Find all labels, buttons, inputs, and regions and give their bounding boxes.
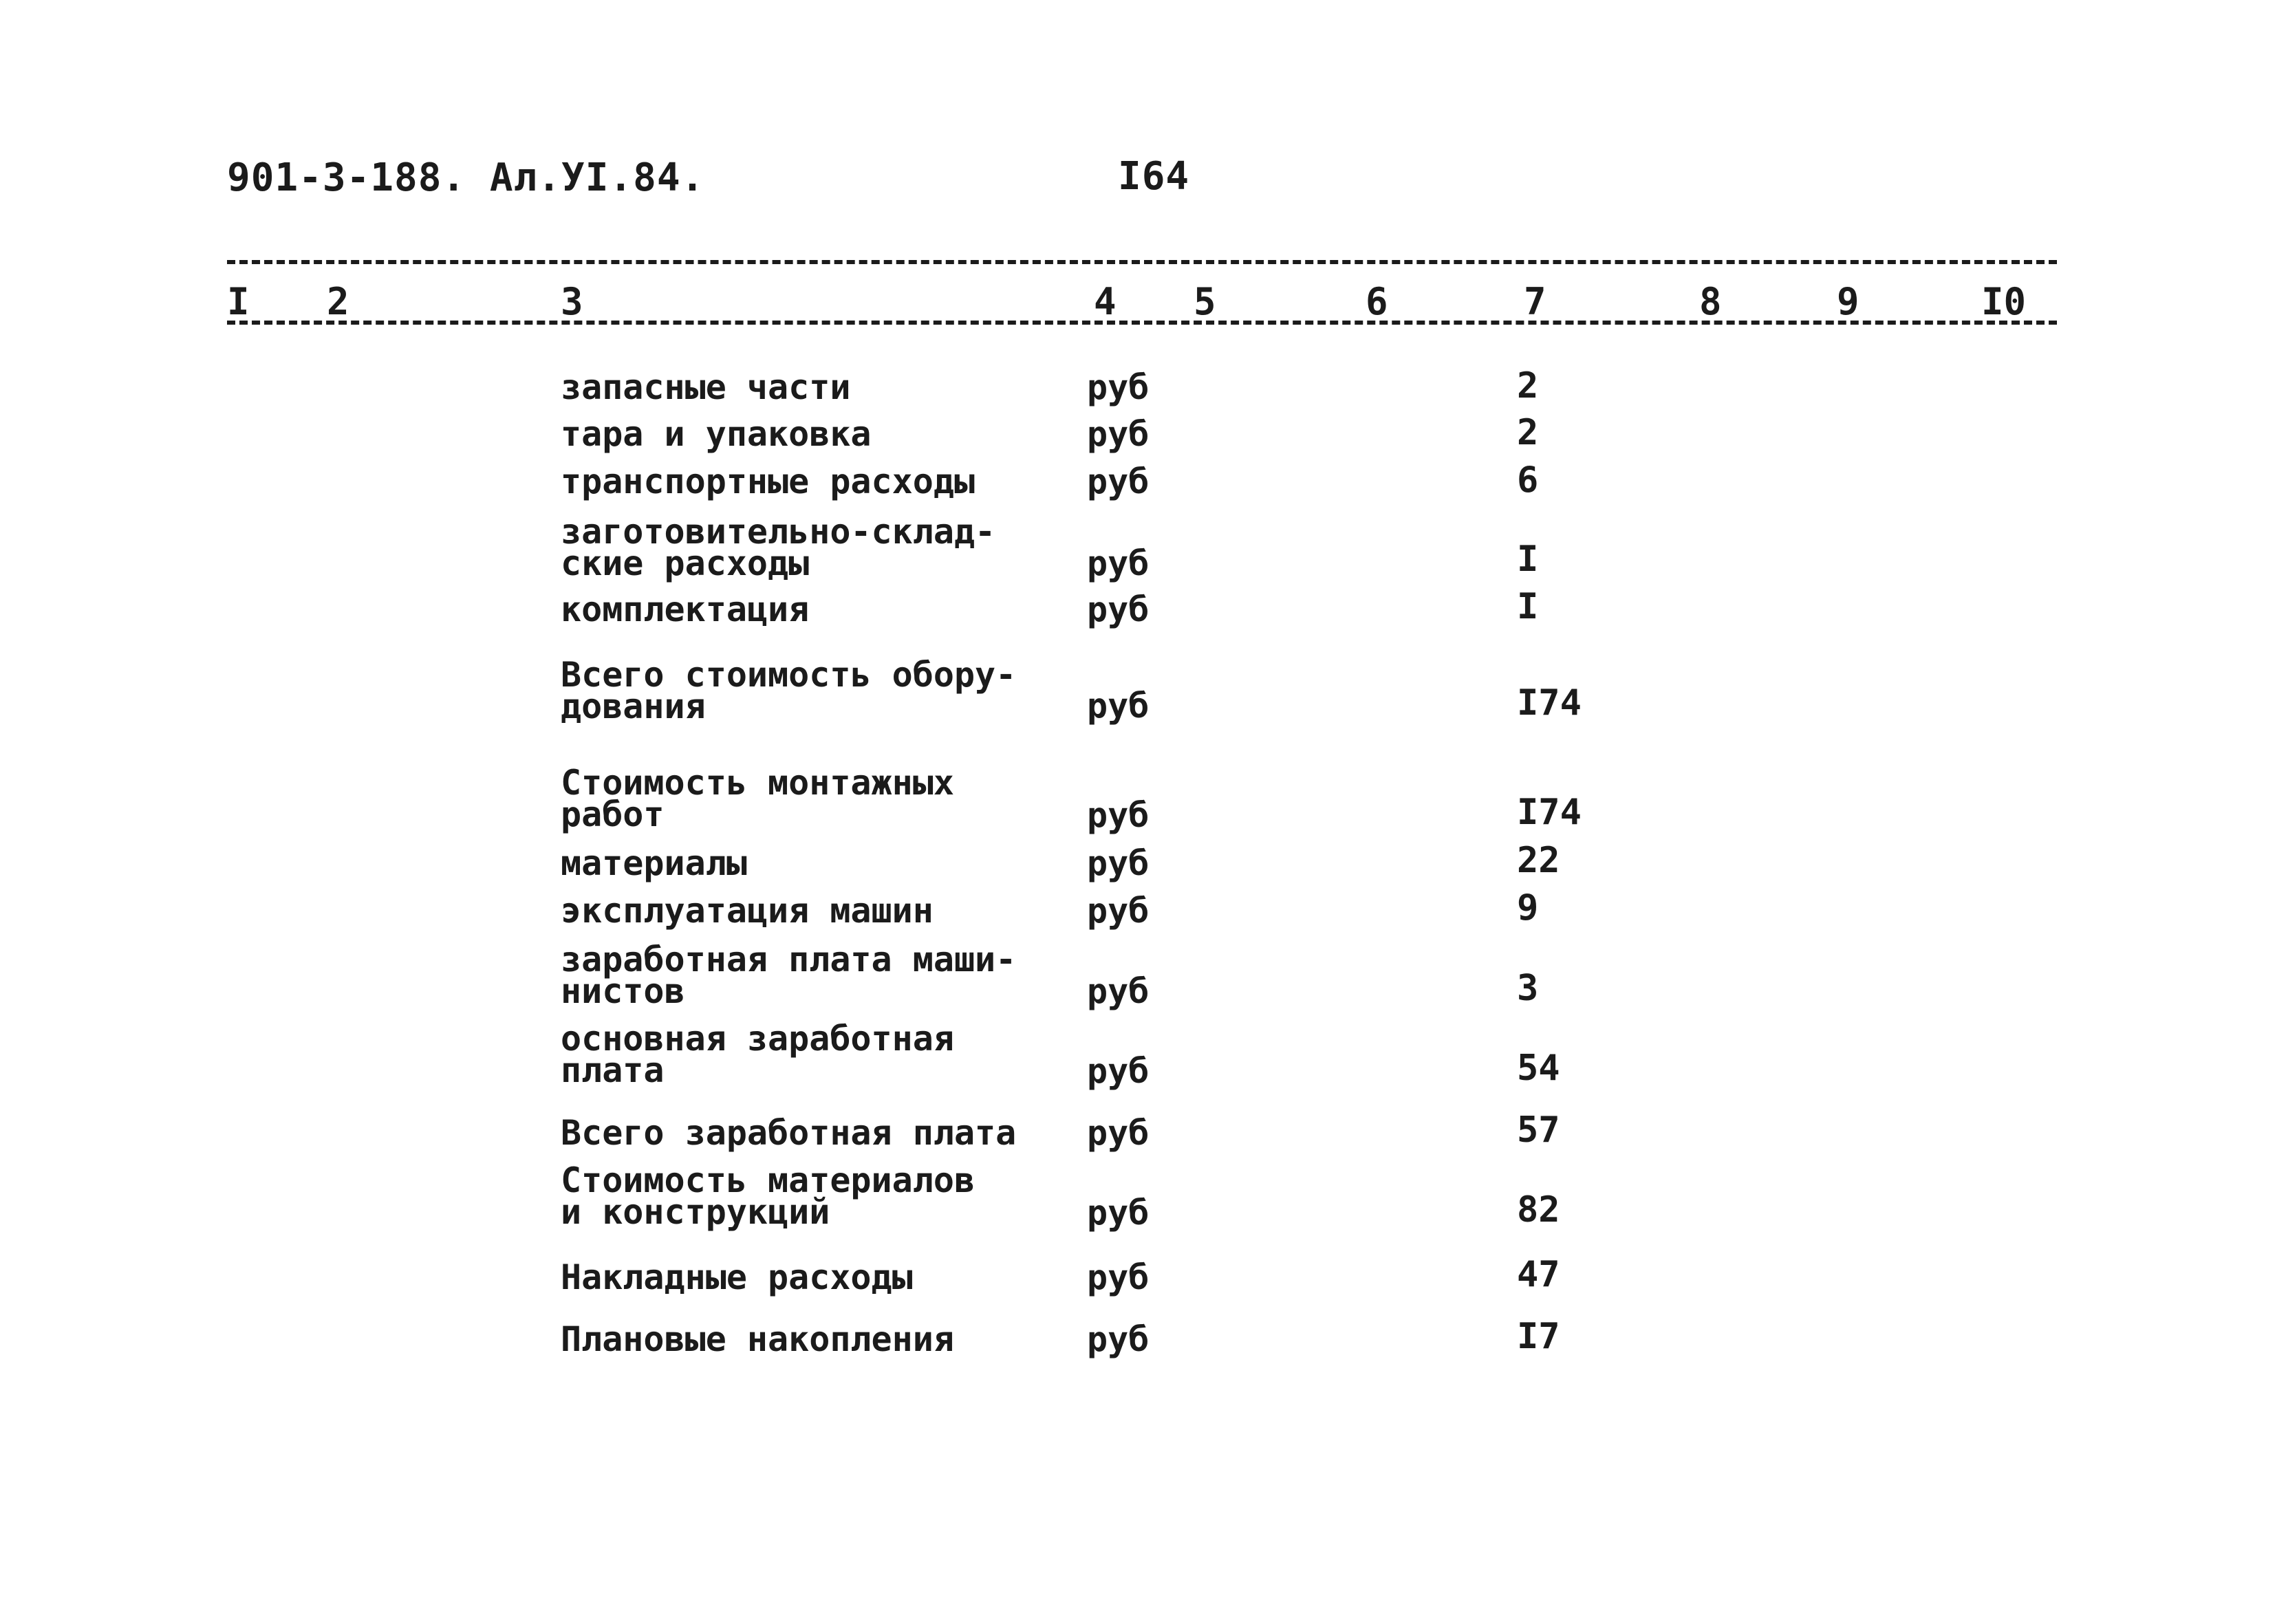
table-row-item: Всего стоимость обору- дования — [561, 655, 1017, 726]
table-row-unit: руб — [1087, 971, 1150, 1011]
table-row-unit: руб — [1087, 462, 1150, 501]
table-row-value: I — [1517, 539, 1539, 580]
table-row-value: I — [1517, 586, 1539, 627]
table-row-value: 57 — [1517, 1109, 1560, 1151]
table-row-value: I74 — [1517, 682, 1582, 724]
page-number: I64 — [1118, 154, 1190, 199]
table-row-item: комплектация — [561, 589, 810, 629]
table-row-unit: руб — [1087, 891, 1150, 931]
table-row-item: Плановые накопления — [561, 1319, 954, 1359]
column-number-7: 7 — [1524, 280, 1546, 323]
table-row-item: Накладные расходы — [561, 1257, 913, 1297]
table-row-unit: руб — [1087, 1257, 1150, 1297]
table-row-unit: руб — [1087, 1051, 1150, 1091]
table-row-value: 3 — [1517, 968, 1539, 1009]
table-row-item: Стоимость монтажных работ — [561, 763, 954, 834]
table-row-unit: руб — [1087, 686, 1150, 726]
table-row-item: эксплуатация машин — [561, 891, 934, 931]
column-number-2: 2 — [327, 280, 349, 323]
table-header-rule — [227, 321, 2057, 325]
table-row-value: 47 — [1517, 1254, 1560, 1295]
table-row-value: 82 — [1517, 1189, 1560, 1231]
table-row-unit: руб — [1087, 795, 1150, 835]
table-row-item: заработная плата маши- нистов — [561, 940, 1017, 1011]
table-row-item: транспортные расходы — [561, 462, 975, 501]
table-row-item: Всего заработная плата — [561, 1113, 1017, 1153]
column-number-1: I — [227, 280, 250, 323]
table-row-item: запасные части — [561, 367, 851, 407]
table-row-unit: руб — [1087, 1319, 1150, 1359]
table-row-value: 9 — [1517, 887, 1539, 929]
column-number-6: 6 — [1366, 280, 1388, 323]
table-row-value: 2 — [1517, 365, 1539, 407]
table-row-unit: руб — [1087, 589, 1150, 629]
table-row-item: материалы — [561, 843, 747, 883]
table-row-value: 2 — [1517, 412, 1539, 453]
table-row-unit: руб — [1087, 543, 1150, 583]
table-row-value: I7 — [1517, 1316, 1560, 1357]
table-row-item: тара и упаковка — [561, 414, 872, 454]
table-row-unit: руб — [1087, 414, 1150, 454]
table-row-item: Стоимость материалов и конструкций — [561, 1160, 975, 1232]
table-row-unit: руб — [1087, 1193, 1150, 1233]
column-number-3: 3 — [561, 280, 583, 323]
column-number-4: 4 — [1094, 280, 1117, 323]
table-row-value: 22 — [1517, 840, 1560, 881]
column-number-5: 5 — [1194, 280, 1216, 323]
table-row-unit: руб — [1087, 367, 1150, 407]
table-row-item: основная заработная плата — [561, 1019, 954, 1090]
table-row-unit: руб — [1087, 843, 1150, 883]
table-row-value: 6 — [1517, 459, 1539, 501]
table-row-unit: руб — [1087, 1113, 1150, 1153]
table-top-rule — [227, 260, 2057, 264]
table-row-value: 54 — [1517, 1048, 1560, 1089]
document-code: 901-3-188. Ал.УI.84. — [227, 155, 705, 200]
column-number-10: I0 — [1981, 280, 2027, 323]
column-number-8: 8 — [1699, 280, 1722, 323]
table-row-value: I74 — [1517, 792, 1582, 833]
table-row-item: заготовительно-склад- ские расходы — [561, 512, 996, 583]
column-number-9: 9 — [1837, 280, 1859, 323]
